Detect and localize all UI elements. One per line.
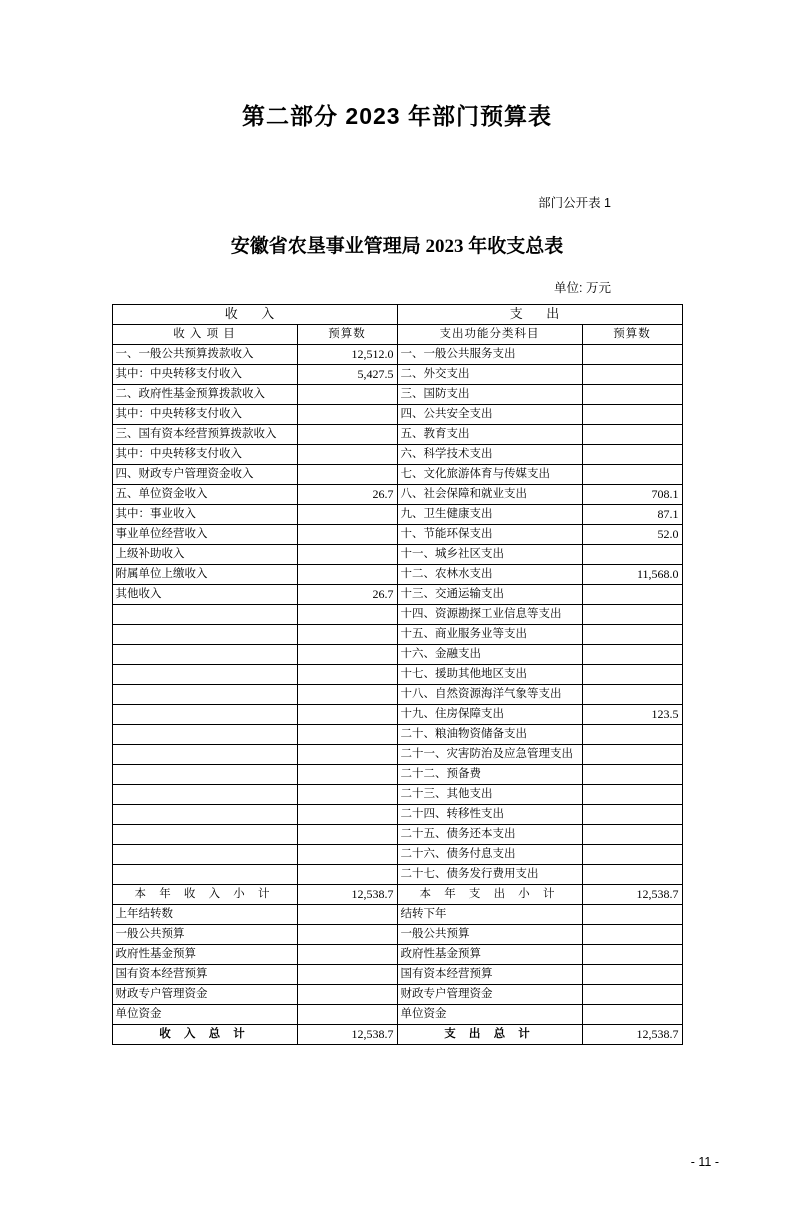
column-header-expend-budget: 预算数: [582, 325, 682, 345]
document-page: [0, 98, 794, 1221]
form-number: 部门公开表 1: [538, 196, 611, 210]
table-row: [112, 405, 682, 425]
table-row: [112, 645, 682, 665]
table-row: [112, 905, 682, 925]
expend-carry-value: [582, 1005, 682, 1025]
income-item-label: 附属单位上缴收入: [112, 565, 297, 585]
expend-item-value: [582, 425, 682, 445]
expend-carry-value: [582, 945, 682, 965]
income-carry-value: [297, 1005, 397, 1025]
income-item-label: [112, 805, 297, 825]
income-item-label: 五、单位资金收入: [112, 485, 297, 505]
income-item-label: 事业单位经营收入: [112, 525, 297, 545]
income-item-value: [297, 605, 397, 625]
expend-item-value: 708.1: [582, 485, 682, 505]
expend-item-label: 十八、自然资源海洋气象等支出: [397, 685, 582, 705]
income-item-label: 其中：事业收入: [112, 505, 297, 525]
expend-item-label: 二十三、其他支出: [397, 785, 582, 805]
expend-item-label: 二十五、债务还本支出: [397, 825, 582, 845]
expend-subtotal-label: 本 年 支 出 小 计: [397, 885, 582, 905]
table-row: [112, 965, 682, 985]
expend-item-label: 十九、住房保障支出: [397, 705, 582, 725]
income-item-label: [112, 705, 297, 725]
income-item-label: 其他收入: [112, 585, 297, 605]
income-item-label: 二、政府性基金预算拨款收入: [112, 385, 297, 405]
column-header-income-item: 收 入 项 目: [112, 325, 297, 345]
expend-carry-label: 结转下年: [397, 905, 582, 925]
group-header-expenditure: 支 出: [397, 305, 682, 325]
income-subtotal-label: 本 年 收 入 小 计: [112, 885, 297, 905]
expend-item-value: [582, 725, 682, 745]
table-row: [112, 525, 682, 545]
expend-item-value: [582, 625, 682, 645]
expend-carry-value: [582, 985, 682, 1005]
income-item-label: [112, 845, 297, 865]
table-row: [112, 465, 682, 485]
expend-item-label: 五、教育支出: [397, 425, 582, 445]
expend-item-label: 二十、粮油物资储备支出: [397, 725, 582, 745]
table-group-header-row: [112, 305, 682, 325]
income-item-label: 一、一般公共预算拨款收入: [112, 345, 297, 365]
income-carry-value: [297, 925, 397, 945]
table-row: [112, 385, 682, 405]
column-header-expend-item: 支出功能分类科目: [397, 325, 582, 345]
table-row: [112, 945, 682, 965]
expend-item-label: 二、外交支出: [397, 365, 582, 385]
income-item-value: 26.7: [297, 585, 397, 605]
table-row: [112, 685, 682, 705]
table-title: 安徽省农垦事业管理局 2023 年收支总表: [230, 236, 564, 257]
budget-table-body: [112, 305, 682, 1045]
income-item-label: 四、财政专户管理资金收入: [112, 465, 297, 485]
expend-carry-value: [582, 925, 682, 945]
expend-item-value: 52.0: [582, 525, 682, 545]
section-title: 第二部分 2023 年部门预算表: [242, 103, 552, 129]
table-row: [112, 825, 682, 845]
income-item-label: 其中：中央转移支付收入: [112, 405, 297, 425]
expend-item-label: 六、科学技术支出: [397, 445, 582, 465]
table-row: [112, 605, 682, 625]
expend-item-label: 十七、援助其他地区支出: [397, 665, 582, 685]
table-row: [112, 725, 682, 745]
expend-item-value: 11,568.0: [582, 565, 682, 585]
expend-item-value: [582, 465, 682, 485]
income-carry-value: [297, 965, 397, 985]
income-item-value: [297, 705, 397, 725]
table-row: [112, 505, 682, 525]
income-item-value: [297, 685, 397, 705]
expend-item-label: 二十一、灾害防治及应急管理支出: [397, 745, 582, 765]
expend-item-label: 四、公共安全支出: [397, 405, 582, 425]
expend-item-value: [582, 825, 682, 845]
expend-carry-label: 单位资金: [397, 1005, 582, 1025]
expend-item-label: 二十四、转移性支出: [397, 805, 582, 825]
income-item-value: [297, 425, 397, 445]
expend-item-label: 十六、金融支出: [397, 645, 582, 665]
income-carry-label: 财政专户管理资金: [112, 985, 297, 1005]
income-item-label: [112, 745, 297, 765]
expend-item-label: 二十六、债务付息支出: [397, 845, 582, 865]
expend-item-value: [582, 445, 682, 465]
table-row: [112, 1005, 682, 1025]
income-item-label: [112, 645, 297, 665]
income-carry-value: [297, 945, 397, 965]
expend-item-label: 十二、农林水支出: [397, 565, 582, 585]
expend-item-label: 十三、交通运输支出: [397, 585, 582, 605]
income-item-value: [297, 805, 397, 825]
income-item-value: [297, 545, 397, 565]
income-item-value: [297, 465, 397, 485]
income-item-label: [112, 665, 297, 685]
income-item-value: [297, 525, 397, 545]
expend-item-label: 八、社会保障和就业支出: [397, 485, 582, 505]
expend-item-value: [582, 605, 682, 625]
income-item-value: 12,512.0: [297, 345, 397, 365]
income-item-value: 5,427.5: [297, 365, 397, 385]
income-item-value: [297, 665, 397, 685]
expend-carry-label: 国有资本经营预算: [397, 965, 582, 985]
expend-subtotal-value: 12,538.7: [582, 885, 682, 905]
unit-note: 单位: 万元: [554, 281, 611, 295]
table-row: [112, 565, 682, 585]
expend-item-label: 七、文化旅游体育与传媒支出: [397, 465, 582, 485]
income-item-label: [112, 765, 297, 785]
page-number: - 11 -: [690, 1155, 719, 1169]
income-item-value: [297, 845, 397, 865]
expend-item-label: 三、国防支出: [397, 385, 582, 405]
expend-item-value: [582, 405, 682, 425]
income-carry-label: 政府性基金预算: [112, 945, 297, 965]
income-item-value: [297, 785, 397, 805]
expend-carry-value: [582, 965, 682, 985]
income-item-label: [112, 785, 297, 805]
expend-item-label: 十四、资源勘探工业信息等支出: [397, 605, 582, 625]
expend-item-label: 十一、城乡社区支出: [397, 545, 582, 565]
table-row: [112, 985, 682, 1005]
income-item-label: [112, 865, 297, 885]
income-item-value: [297, 865, 397, 885]
expend-item-value: [582, 585, 682, 605]
expend-item-value: [582, 685, 682, 705]
expend-item-value: 123.5: [582, 705, 682, 725]
income-item-value: [297, 505, 397, 525]
expend-item-value: [582, 865, 682, 885]
income-item-label: [112, 825, 297, 845]
table-row: [112, 745, 682, 765]
expend-item-label: 一、一般公共服务支出: [397, 345, 582, 365]
income-carry-value: [297, 905, 397, 925]
income-item-value: [297, 445, 397, 465]
income-item-value: [297, 765, 397, 785]
expend-item-value: [582, 765, 682, 785]
table-subtotal-row: [112, 885, 682, 905]
expend-item-value: [582, 345, 682, 365]
income-item-value: [297, 565, 397, 585]
expend-item-label: 二十二、预备费: [397, 765, 582, 785]
income-subtotal-value: 12,538.7: [297, 885, 397, 905]
income-item-label: [112, 605, 297, 625]
expend-item-label: 十、节能环保支出: [397, 525, 582, 545]
expend-total-value: 12,538.7: [582, 1025, 682, 1045]
expend-item-label: 二十七、债务发行费用支出: [397, 865, 582, 885]
expend-item-value: [582, 545, 682, 565]
budget-table: [112, 304, 683, 1045]
expend-item-value: [582, 365, 682, 385]
income-item-value: [297, 725, 397, 745]
income-item-value: [297, 405, 397, 425]
expend-item-value: [582, 785, 682, 805]
table-row: [112, 425, 682, 445]
income-carry-value: [297, 985, 397, 1005]
table-row: [112, 705, 682, 725]
table-row: [112, 365, 682, 385]
income-carry-label: 单位资金: [112, 1005, 297, 1025]
income-item-value: [297, 385, 397, 405]
table-row: [112, 785, 682, 805]
expend-carry-label: 财政专户管理资金: [397, 985, 582, 1005]
table-row: [112, 445, 682, 465]
expend-item-value: [582, 845, 682, 865]
income-item-value: [297, 625, 397, 645]
expend-item-value: [582, 745, 682, 765]
income-item-label: 三、国有资本经营预算拨款收入: [112, 425, 297, 445]
table-row: [112, 665, 682, 685]
expend-item-value: [582, 645, 682, 665]
income-item-label: [112, 625, 297, 645]
income-item-label: 其中：中央转移支付收入: [112, 365, 297, 385]
income-item-value: [297, 745, 397, 765]
income-item-label: [112, 725, 297, 745]
income-carry-label: 一般公共预算: [112, 925, 297, 945]
income-carry-label: 国有资本经营预算: [112, 965, 297, 985]
table-row: [112, 625, 682, 645]
table-row: [112, 865, 682, 885]
table-row: [112, 345, 682, 365]
expend-total-label: 支 出 总 计: [397, 1025, 582, 1045]
expend-item-value: [582, 385, 682, 405]
income-item-value: 26.7: [297, 485, 397, 505]
income-item-label: 上级补助收入: [112, 545, 297, 565]
table-grand-total-row: [112, 1025, 682, 1045]
table-row: [112, 805, 682, 825]
expend-item-value: 87.1: [582, 505, 682, 525]
table-row: [112, 485, 682, 505]
income-total-value: 12,538.7: [297, 1025, 397, 1045]
expend-item-value: [582, 805, 682, 825]
group-header-income: 收 入: [112, 305, 397, 325]
income-total-label: 收 入 总 计: [112, 1025, 297, 1045]
expend-item-value: [582, 665, 682, 685]
income-item-value: [297, 825, 397, 845]
expend-carry-label: 政府性基金预算: [397, 945, 582, 965]
table-row: [112, 845, 682, 865]
income-item-label: [112, 685, 297, 705]
table-row: [112, 585, 682, 605]
table-row: [112, 545, 682, 565]
table-row: [112, 765, 682, 785]
income-item-value: [297, 645, 397, 665]
income-carry-label: 上年结转数: [112, 905, 297, 925]
column-header-income-budget: 预算数: [297, 325, 397, 345]
expend-carry-value: [582, 905, 682, 925]
income-item-label: 其中：中央转移支付收入: [112, 445, 297, 465]
expend-item-label: 十五、商业服务业等支出: [397, 625, 582, 645]
table-row: [112, 925, 682, 945]
table-column-header-row: [112, 325, 682, 345]
expend-item-label: 九、卫生健康支出: [397, 505, 582, 525]
expend-carry-label: 一般公共预算: [397, 925, 582, 945]
